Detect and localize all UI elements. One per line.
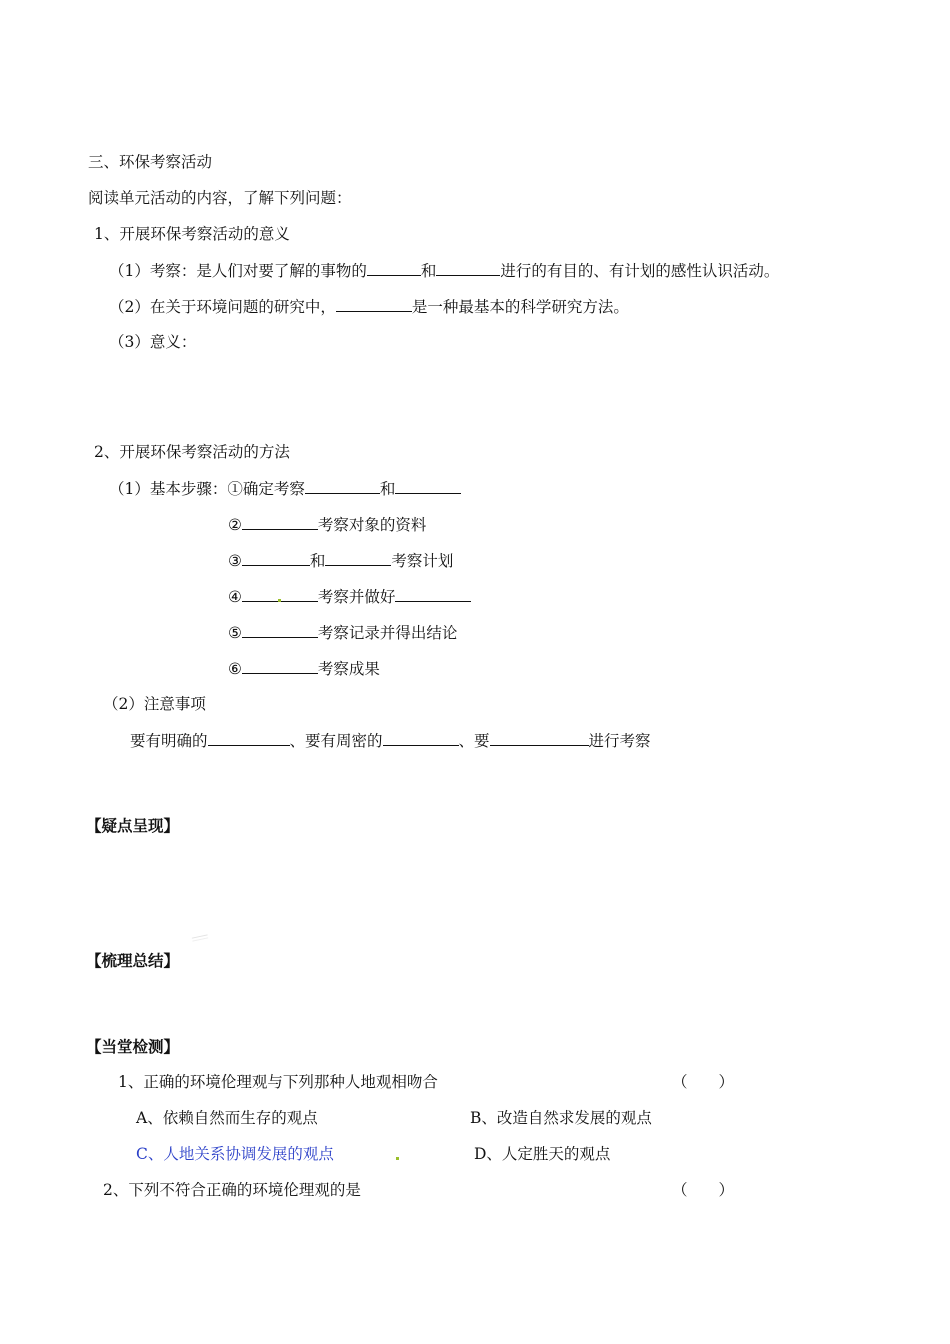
step-4-text: 考察并做好	[317, 588, 396, 606]
option-a[interactable]: A、依赖自然而生存的观点	[136, 1109, 318, 1127]
step-4	[228, 586, 471, 607]
q1-1-text-a: （1）考察：是人们对要了解的事物的	[109, 262, 367, 280]
step-5-text: 考察记录并得出结论	[317, 624, 458, 642]
question-2-title: 2、开展环保考察活动的方法	[94, 443, 290, 461]
q2-2-text-d: 进行考察	[588, 732, 651, 750]
step-3-number: ③	[228, 552, 242, 570]
q1-2-text-b: 是一种最基本的科学研究方法。	[411, 298, 629, 316]
step-6-number: ⑥	[228, 660, 242, 678]
blank-field[interactable]	[395, 586, 471, 602]
question-1-2	[109, 296, 629, 317]
q1-1-text-b: 和	[420, 262, 437, 280]
blank-field[interactable]	[208, 730, 290, 746]
step-2-text: 考察对象的资料	[317, 516, 427, 534]
question-2-2	[130, 730, 651, 751]
intro-text: 阅读单元活动的内容，了解下列问题：	[88, 189, 352, 207]
blank-field[interactable]	[325, 550, 391, 566]
question-1-1	[109, 260, 779, 281]
quiz-question-1-answer-paren[interactable]: （ ）	[672, 1073, 735, 1091]
quiz-question-2-answer-paren[interactable]: （ ）	[672, 1181, 735, 1199]
quiz-question-2: 2、下列不符合正确的环境伦理观的是	[103, 1181, 361, 1199]
step-3-text: 考察计划	[391, 552, 454, 570]
check-header: 【当堂检测】	[86, 1038, 180, 1056]
blank-field[interactable]	[242, 514, 318, 530]
blank-field[interactable]	[242, 658, 318, 674]
step-3-and: 和	[309, 552, 326, 570]
doubts-header: 【疑点呈现】	[86, 817, 180, 835]
blank-field[interactable]	[383, 730, 459, 746]
step-6	[228, 658, 380, 679]
q2-2-text-b: 、要有周密的	[289, 732, 383, 750]
question-2-2-title: （2）注意事项	[103, 695, 206, 713]
q1-1-text-c: 进行的有目的、有计划的感性认识活动。	[500, 262, 780, 280]
step-5-number: ⑤	[228, 624, 242, 642]
step-3	[228, 550, 453, 571]
blank-field[interactable]	[305, 478, 380, 494]
step-5	[228, 622, 457, 643]
step-6-text: 考察成果	[317, 660, 380, 678]
blank-field[interactable]	[367, 260, 421, 276]
speck-mark	[396, 1157, 399, 1160]
q1-2-text-a: （2）在关于环境问题的研究中，	[109, 298, 336, 316]
q2-2-text-c: 、要	[458, 732, 490, 750]
step-2	[228, 514, 426, 535]
blank-field[interactable]	[242, 550, 310, 566]
blank-field[interactable]	[490, 730, 589, 746]
smudge-mark	[192, 934, 208, 941]
step-2-number: ②	[228, 516, 242, 534]
blank-field[interactable]	[395, 478, 461, 494]
step-4-number: ④	[228, 588, 242, 606]
option-d[interactable]: D、人定胜天的观点	[474, 1145, 611, 1163]
quiz-question-1: 1、正确的环境伦理观与下列那种人地观相吻合	[118, 1073, 438, 1091]
question-2-1	[109, 478, 461, 499]
blank-field[interactable]	[336, 296, 412, 312]
blank-field[interactable]	[242, 622, 318, 638]
speck-mark	[278, 599, 281, 602]
q2-1-text-a: （1）基本步骤：①确定考察	[109, 480, 305, 498]
summary-header: 【梳理总结】	[86, 952, 180, 970]
question-1-title: 1、开展环保考察活动的意义	[94, 225, 290, 243]
option-c[interactable]: C、人地关系协调发展的观点	[136, 1145, 334, 1163]
blank-field[interactable]	[436, 260, 500, 276]
q2-2-text-a: 要有明确的	[130, 732, 208, 750]
question-1-3: （3）意义：	[109, 333, 197, 351]
option-b[interactable]: B、改造自然求发展的观点	[470, 1109, 652, 1127]
q2-1-text-b: 和	[379, 480, 396, 498]
section-heading: 三、环保考察活动	[88, 153, 213, 171]
